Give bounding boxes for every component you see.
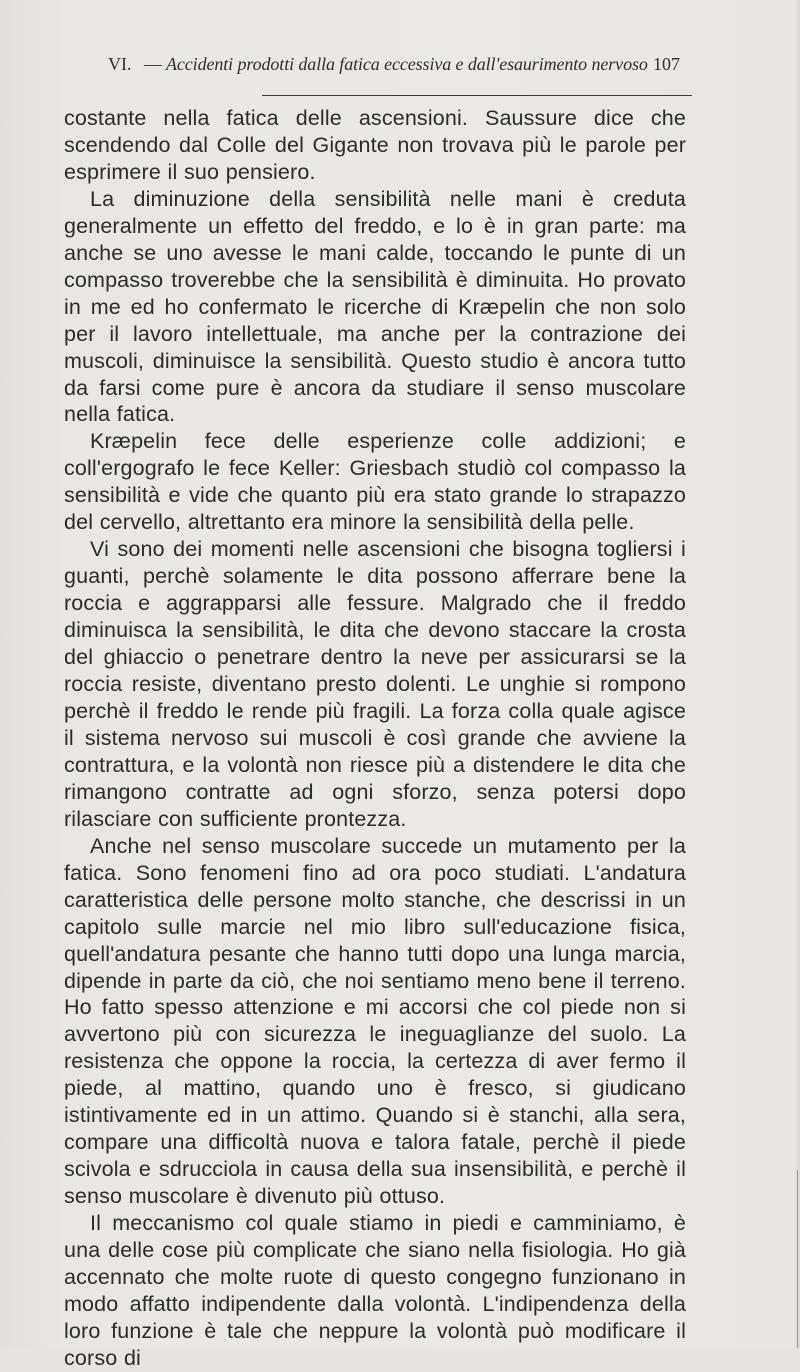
paragraph-continuation: costante nella fatica delle ascensioni. Saussure dice che scendendo dal Colle del Gigante non trovava più le parole per esprimere il suo pensiero.	[64, 106, 686, 184]
body-text	[64, 105, 686, 1372]
page-edge-line	[797, 1170, 798, 1348]
chapter-number: VI.	[108, 54, 132, 74]
running-header	[108, 54, 680, 80]
page-number: 107	[653, 54, 680, 74]
header-dash: —	[144, 54, 162, 74]
header-rule	[262, 95, 692, 96]
running-title: Accidenti prodotti dalla fatica eccessiva e dall'esaurimento nervoso	[166, 54, 648, 74]
paragraph: Vi sono dei momenti nelle ascensioni che bisogna togliersi i guanti, perchè solamente le dita possono afferrare bene la roccia e aggrapparsi alle fessure. Malgrado che il freddo diminuisca la sensibilità, le dita che devono staccare la crosta del ghiaccio o penetrare dentro la neve per assicurarsi se la roccia resiste, diventano presto dolenti. Le unghie si rompono perchè il freddo le rende più fragili. La forza colla quale agisce il sistema nervoso sui muscoli è così grande che avviene la contrattura, e la volontà non riesce più a distendere le dita che rimangono contratte ad ogni sforzo, senza potersi dopo rilasciare con sufficiente prontezza.	[64, 537, 686, 831]
paragraph: Kræpelin fece delle esperienze colle addizioni; e coll'ergografo le fece Keller: Griesbach studiò col compasso la sensibilità e vide che quanto più era stato grande lo strapazzo del cervello, altrettanto era minore la sensibilità della pelle.	[64, 429, 686, 535]
paragraph: La diminuzione della sensibilità nelle mani è creduta generalmente un effetto del freddo, e lo è in gran parte: ma anche se uno avesse le mani calde, toccando le punte di un compasso troverebbe che la sensibilità è diminuita. Ho provato in me ed ho confermato le ricerche di Kræpelin che non solo per il lavoro intellettuale, ma anche per la contrazione dei muscoli, diminuisce la sensibilità. Questo studio è ancora tutto da farsi come pure è ancora da studiare il senso muscolare nella fatica.	[64, 186, 686, 427]
paragraph: Anche nel senso muscolare succede un mutamento per la fatica. Sono fenomeni fino ad ora poco studiati. L'andatura caratteristica delle persone molto stanche, che descrissi in un capitolo sulle marcie nel mio libro sull'educazione fisica, quell'andatura pesante che hanno tutti dopo una lunga marcia, dipende in parte da ciò, che noi sentiamo meno bene il terreno. Ho fatto spesso attenzione e mi accorsi che col piede non si avvertono più con sicurezza le ineguaglianze del suolo. La resistenza che oppone la roccia, la certezza di aver fermo il piede, al mattino, quando uno è fresco, si giudicano istintivamente ed in un attimo. Quando si è stanchi, alla sera, compare una difficoltà nuova e talora fatale, perchè il piede scivola e sdrucciola in causa della sua insensibilità, e perchè il senso muscolare è divenuto più ottuso.	[64, 833, 686, 1209]
paragraph: Il meccanismo col quale stiamo in piedi e camminiamo, è una delle cose più complicate che siano nella fisiologia. Ho già accennato che molte ruote di questo congegno funzionano in modo affatto indipendente dalla volontà. L'indipendenza della loro funzione è tale che neppure la volontà può modificare il corso di	[64, 1211, 686, 1370]
page-edge-shadow	[794, 0, 800, 1348]
